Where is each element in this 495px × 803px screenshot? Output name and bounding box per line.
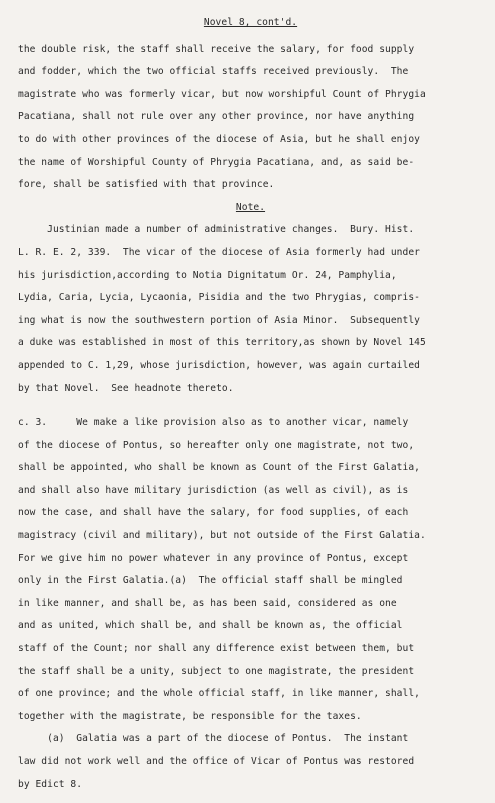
text-line: shall be appointed, who shall be known as Count of the First Galatia, bbox=[18, 462, 420, 474]
text-line: by Edict 8. bbox=[18, 778, 83, 790]
text-line: now the case, and shall have the salary, for food supplies, of each bbox=[18, 507, 409, 519]
text-line: L. R. E. 2, 339. The vicar of the diocese of Asia formerly had under bbox=[18, 246, 420, 258]
text-line: the staff shall be a unity, subject to one magistrate, the president bbox=[18, 665, 415, 677]
text-line: together with the magistrate, be responsible for the taxes. bbox=[18, 710, 362, 722]
section-c3 bbox=[18, 412, 483, 728]
footnote bbox=[18, 728, 483, 796]
text-line: magistrate who was formerly vicar, but now worshipful Count of Phrygia bbox=[18, 88, 426, 100]
text-line: and as united, which shall be, and shall be known as, the official bbox=[18, 620, 403, 632]
text-line: Justinian made a number of administrative changes. Bury. Hist. bbox=[18, 224, 415, 236]
page-heading: Novel 8, cont'd. bbox=[203, 17, 298, 28]
text-line: only in the First Galatia.(a) The official staff shall be mingled bbox=[18, 575, 403, 587]
text-line: Pacatiana, shall not rule over any other province, nor have anything bbox=[18, 111, 415, 123]
text-line: by that Novel. See headnote thereto. bbox=[18, 382, 234, 394]
text-line: ing what is now the southwestern portion of Asia Minor. Subsequently bbox=[18, 314, 420, 326]
note-title: Note. bbox=[235, 201, 266, 213]
text-line: fore, shall be satisfied with that province. bbox=[18, 179, 275, 191]
text-line: staff of the Count; nor shall any difference exist between them, but bbox=[18, 643, 415, 655]
text-line: a duke was established in most of this territory,as shown by Novel 145 bbox=[18, 337, 426, 349]
text-line: appended to C. 1,29, whose jurisdiction, however, was again curtailed bbox=[18, 359, 420, 371]
note-paragraph bbox=[18, 219, 483, 400]
text-line: and fodder, which the two official staffs received previously. The bbox=[18, 66, 409, 78]
text-line: For we give him no power whatever in any province of Pontus, except bbox=[18, 552, 409, 564]
text-line: magistracy (civil and military), but not outside of the First Galatia. bbox=[18, 530, 426, 542]
text-line: of the diocese of Pontus, so hereafter only one magistrate, not two, bbox=[18, 439, 415, 451]
text-line: and shall also have military jurisdiction (as well as civil), as is bbox=[18, 484, 409, 496]
text-line: his jurisdiction,according to Notia Dignitatum Or. 24, Pamphylia, bbox=[18, 269, 397, 281]
text-line: to do with other provinces of the diocese of Asia, but he shall enjoy bbox=[18, 133, 420, 145]
paragraph-continuation bbox=[18, 39, 483, 197]
text-line: the double risk, the staff shall receive the salary, for food supply bbox=[18, 43, 415, 55]
text-line: Lydia, Caria, Lycia, Lycaonia, Pisidia and the two Phrygias, compris- bbox=[18, 292, 420, 304]
text-line: c. 3. We make a like provision also as to another vicar, namely bbox=[18, 417, 409, 429]
text-line: in like manner, and shall be, as has been said, considered as one bbox=[18, 597, 397, 609]
text-line: (a) Galatia was a part of the diocese of Pontus. The instant bbox=[18, 733, 409, 745]
section-gap bbox=[18, 400, 483, 412]
text-line: law did not work well and the office of Vicar of Pontus was restored bbox=[18, 756, 415, 767]
text-line: of one province; and the whole official staff, in like manner, shall, bbox=[18, 688, 420, 700]
text-line: the name of Worshipful County of Phrygia Pacatiana, and, as said be- bbox=[18, 156, 415, 168]
